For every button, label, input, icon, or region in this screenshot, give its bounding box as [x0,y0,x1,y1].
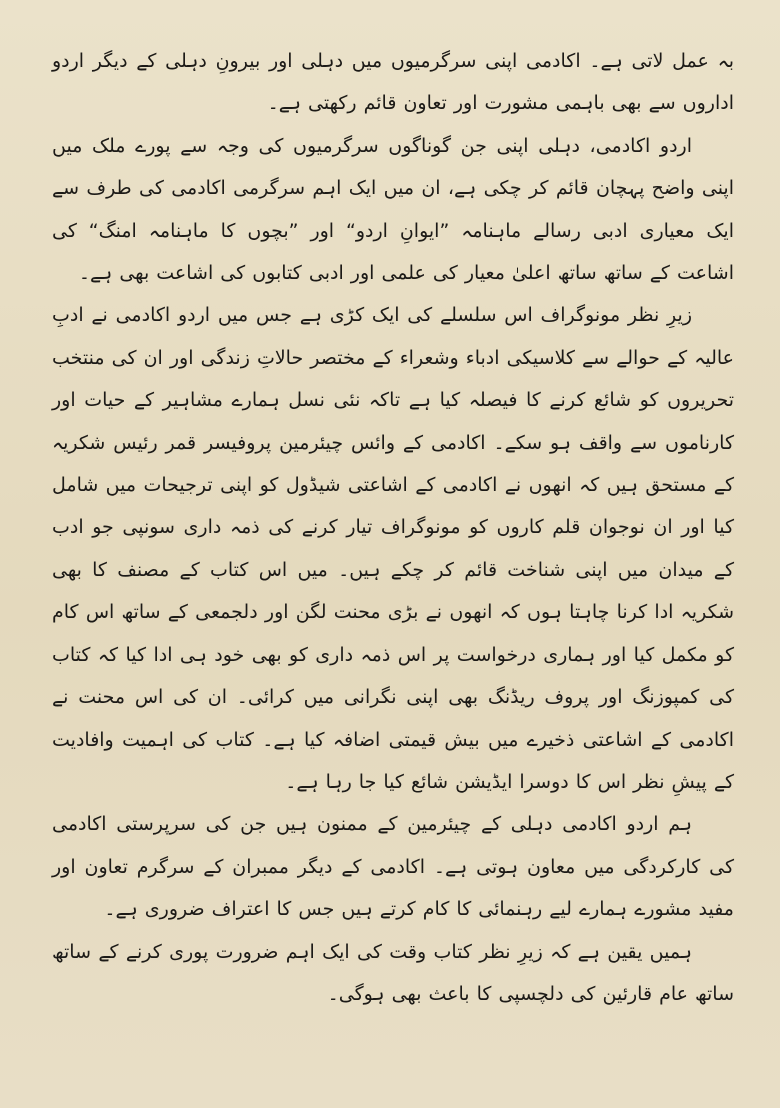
paragraph: بہ عمل لاتی ہے۔ اکادمی اپنی سرگرمیوں میں دہلی اور بیرونِ دہلی کے دیگر اردو اداروں سے بھی باہمی مشورت اور تعاون قائم رکھتی ہے۔ [52,50,734,115]
paragraph: ہمیں یقین ہے کہ زیرِ نظر کتاب وقت کی ایک اہم ضرورت پوری کرنے کے ساتھ ساتھ عام قارئین کی دلچسپی کا باعث بھی ہوگی۔ [52,940,734,1005]
paragraph: اردو اکادمی، دہلی اپنی جن گوناگوں سرگرمیوں کی وجہ سے پورے ملک میں اپنی واضح پہچان قائم کر چکی ہے، ان میں ایک اہم سرگرمی اکادمی کی طرف سے ایک معیاری ادبی رسالے ماہنامہ ”ایوانِ اردو“ اور ”بچوں کا ماہنامہ امنگ“ کی اشاعت کے ساتھ ساتھ اعلیٰ معیار کی علمی اور ادبی کتابوں کی اشاعت بھی ہے۔ [52,134,734,285]
paragraph: زیرِ نظر مونوگراف اس سلسلے کی ایک کڑی ہے جس میں اردو اکادمی نے ادبِ عالیہ کے حوالے سے کلاسیکی ادباء وشعراء کے مختصر حالاتِ زندگی اور ان کی منتخب تحریروں کو شائع کرنے کا فیصلہ کیا ہے تاکہ نئی نسل ہمارے مشاہیر کے حیات اور کارناموں سے واقف ہو سکے۔ اکادمی کے وائس چیئرمین پروفیسر قمر رئیس شکریہ کے مستحق ہیں کہ انھوں نے اکادمی کے اشاعتی شیڈول کو اپنی ترجیحات میں شامل کیا اور ان نوجوان قلم کاروں کو مونوگراف تیار کرنے کی ذمہ داری سونپی جو ادب کے میدان میں اپنی شناخت قائم کر چکے ہیں۔ میں اس کتاب کے مصنف کا بھی شکریہ ادا کرنا چاہتا ہوں کہ انھوں نے بڑی محنت لگن اور دلجمعی کے ساتھ اس کام کو مکمل کیا اور ہماری درخواست پر اس ذمہ داری کو بھی خود ہی ادا کیا کہ کتاب کی کمپوزنگ اور پروف ریڈنگ بھی اپنی نگرانی میں کرائی۔ ان کی اس محنت نے اکادمی کے اشاعتی ذخیرے میں بیش قیمتی اضافہ کیا ہے۔ کتاب کی اہمیت وافادیت کے پیشِ نظر اس کا دوسرا ایڈیشن شائع کیا جا رہا ہے۔ [52,304,734,793]
body-text [52,40,734,1015]
paragraph: ہم اردو اکادمی دہلی کے چیئرمین کے ممنون ہیں جن کی سرپرستی اکادمی کی کارکردگی میں معاون ہوتی ہے۔ اکادمی کے دیگر ممبران کے سرگرم تعاون اور مفید مشورے ہمارے لیے رہنمائی کا کام کرتے ہیں جس کا اعتراف ضروری ہے۔ [52,813,734,921]
